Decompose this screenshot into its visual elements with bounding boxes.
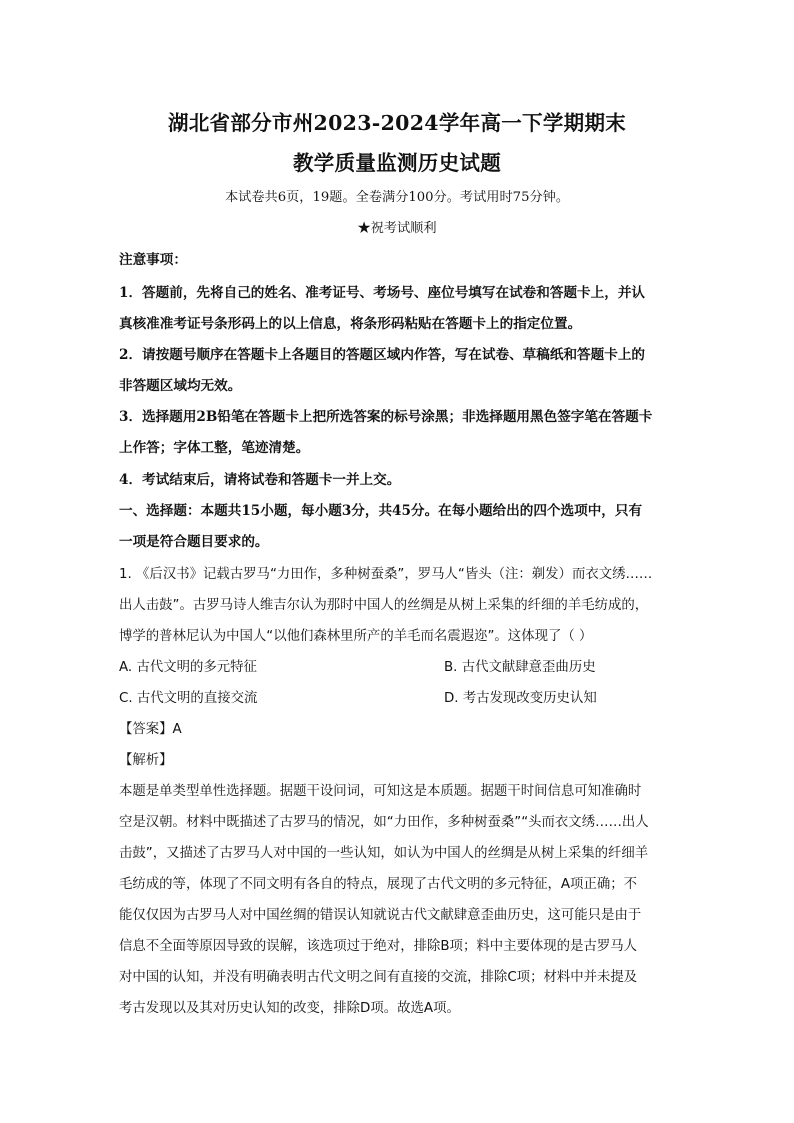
question-1-analysis-line: 对中国的认知，并没有明确表明古代文明之间有直接的交流，排除C项；材料中并未提及 <box>119 970 638 985</box>
question-1-option-d: D. 考古发现改变历史认知 <box>444 691 597 706</box>
notice-line: 非答题区域均无效。 <box>119 378 242 394</box>
question-1-analysis-line: 毛纺成的等，体现了不同文明有各自的特点，展现了古代文明的多元特征，A项正确；不 <box>119 877 638 892</box>
question-1-option-c: C. 古代文明的直接交流 <box>119 691 258 706</box>
question-1-analysis-line: 击鼓”，又描述了古罗马人对中国的一些认知，如认为中国人的丝绸是从树上采集的纤细羊 <box>119 846 649 861</box>
exam-title-line-2: 教学质量监测历史试题 <box>293 151 501 175</box>
question-1-stem-line: 出人击鼓”。古罗马诗人维吉尔认为那时中国人的丝绸是从树上采集的纤细的羊毛纺成的， <box>119 598 649 613</box>
good-luck-line: ★祝考试顺利 <box>357 221 437 236</box>
notice-line: 4．考试结束后，请将试卷和答题卡一并上交。 <box>119 472 401 488</box>
question-1-option-b: B. 古代文献肆意歪曲历史 <box>444 660 596 675</box>
section-heading-line: 一、选择题：本题共15小题，每小题3分，共45分。在每小题给出的四个选项中，只有 <box>119 503 643 519</box>
question-1-analysis-line: 考古发现以及其对历史认知的改变，排除D项。故选A项。 <box>119 1001 460 1016</box>
question-1-analysis-line: 本题是单类型单性选择题。据题干设问词，可知这是本质题。据题干时间信息可知准确时 <box>119 784 642 799</box>
question-1-analysis-heading: 【解析】 <box>119 753 173 768</box>
section-heading-line: 一项是符合题目要求的。 <box>119 534 269 550</box>
notice-line: 1．答题前，先将自己的姓名、准考证号、考场号、座位号填写在试卷和答题卡上，并认 <box>119 285 646 301</box>
question-1-analysis-line: 空是汉朝。材料中既描述了古罗马的情况，如“力田作，多种树蚕桑”“头而衣文绣……出人 <box>119 815 649 830</box>
notice-line: 上作答；字体工整，笔迹清楚。 <box>119 440 310 456</box>
question-1-stem-line: 博学的普林尼认为中国人“以他们森林里所产的羊毛而名震遐迩”。这体现了（ ） <box>119 629 593 644</box>
question-1-answer: 【答案】A <box>119 722 182 737</box>
exam-title-line-1: 湖北省部分市州2023-2024学年高一下学期期末 <box>167 111 627 135</box>
question-1-analysis-line: 能仅仅因为古罗马人对中国丝绸的错误认知就说古代文献肆意歪曲历史，这可能只是由于 <box>119 908 642 923</box>
exam-info: 本试卷共6页，19题。全卷满分100分。考试用时75分钟。 <box>224 190 570 205</box>
question-1-analysis-line: 信息不全面等原因导致的误解，该选项过于绝对，排除B项；料中主要体现的是古罗马人 <box>119 939 638 954</box>
notice-line: 2．请按题号顺序在答题卡上各题目的答题区域内作答，写在试卷、草稿纸和答题卡上的 <box>119 347 646 363</box>
notice-heading: 注意事项： <box>119 252 187 268</box>
question-1-option-a: A. 古代文明的多元特征 <box>119 660 257 675</box>
question-1-stem-line: 1. 《后汉书》记载古罗马“力田作，多种树蚕桑”，罗马人“皆头（注：剃发）而衣文绣…… <box>119 567 653 582</box>
notice-line: 真核准准考证号条形码上的以上信息，将条形码粘贴在答题卡上的指定位置。 <box>119 316 582 332</box>
notice-line: 3．选择题用2B铅笔在答题卡上把所选答案的标号涂黑；非选择题用黑色签字笔在答题卡 <box>119 409 653 425</box>
